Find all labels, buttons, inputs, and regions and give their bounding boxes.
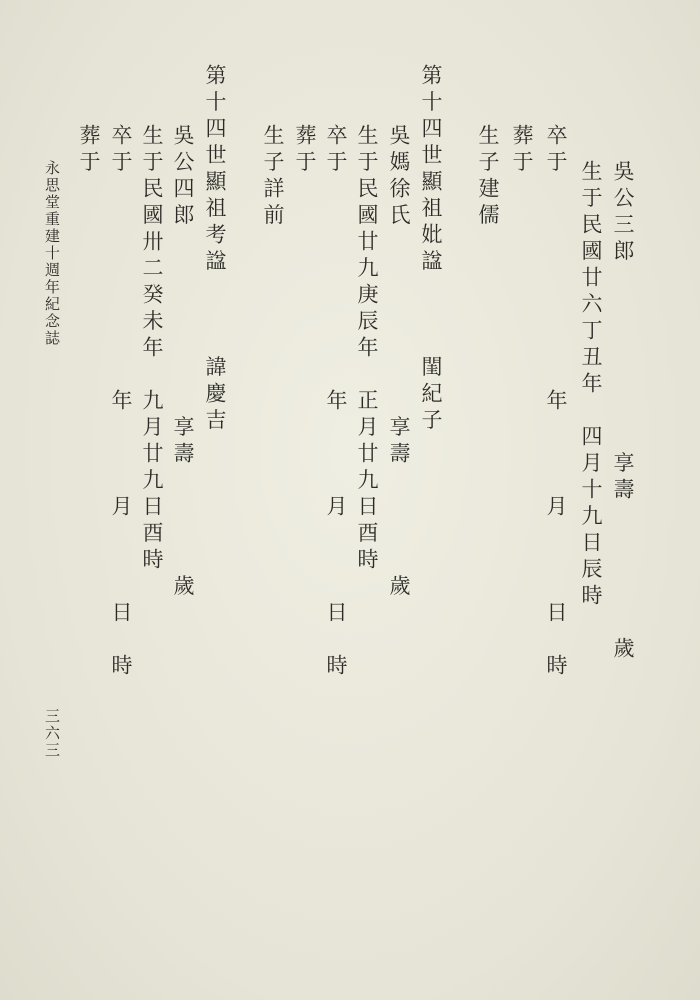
text-column-1: 吳公三郎 享壽 歲 [611, 160, 635, 664]
text-column-8: 生于民國廿九庚辰年 正月廿九日酉時 [355, 124, 379, 575]
text-column-13: 吳公四郎 享壽 歲 [171, 124, 195, 601]
text-column-11: 生子詳前 [261, 124, 285, 230]
text-column-12: 第十四世顯祖考諡 諱慶吉 [203, 64, 227, 435]
text-column-5: 生子建儒 [476, 124, 500, 230]
text-column-7: 吳媽徐氏 享壽 歲 [387, 124, 411, 601]
text-column-10: 葬于 [293, 124, 317, 177]
text-column-16: 葬于 [77, 124, 101, 177]
text-column-3: 卒于 年 月 日 時 [544, 124, 568, 681]
text-column-6: 第十四世顯祖妣諡 閨紀子 [419, 64, 443, 435]
text-column-15: 卒于 年 月 日 時 [109, 124, 133, 681]
text-column-4: 葬于 [510, 124, 534, 177]
text-column-9: 卒于 年 月 日 時 [324, 124, 348, 681]
text-column-14: 生于民國卅二癸未年 九月廿九日酉時 [140, 124, 164, 575]
page-number: 三六三 [43, 708, 61, 759]
text-column-2: 生于民國廿六丁丑年 四月十九日辰時 [579, 160, 603, 611]
running-title: 永思堂重建十週年紀念誌 [43, 160, 61, 347]
